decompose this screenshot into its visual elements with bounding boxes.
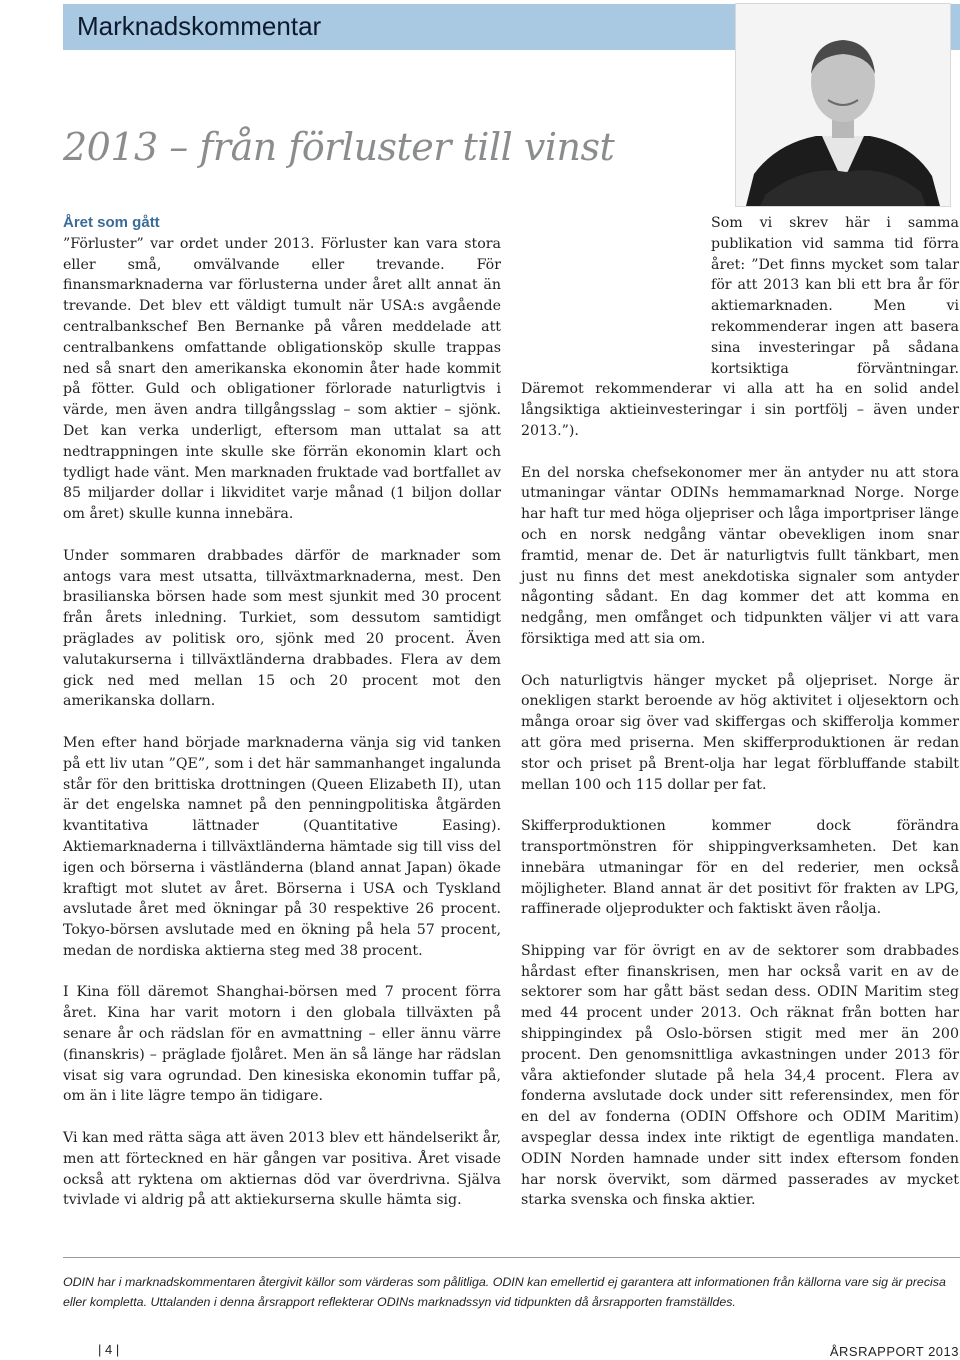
paragraph: Skifferproduktionen kommer dock förändra transportmönstren för shippingverksamheten. Det kan innebära utmaningar för en del rederier, men också möjligheter. Bland annat är det positivt för frakten av LPG, raffinerade oljeprodukter och faktiskt även råolja. xyxy=(521,818,959,918)
article-title: 2013 – från förluster till vinst xyxy=(63,125,615,169)
paragraph: I Kina föll däremot Shanghai-börsen med 7 procent förra året. Kina har varit motorn i den globala tillväxten på senare år och rädslan för en avmattning – eller ännu värre (finanskris) – präglade fjolåret. Men än så länge har rädslan visat sig vara ogrundad. Den kinesiska ekonomin tuffar på, om än i lite lägre tempo än tidigare. xyxy=(63,984,501,1105)
paragraph: Shipping var för övrigt en av de sektorer som drabbades hårdast efter finanskrisen, men har också varit en av de sektorer som har gått bäst sedan dess. ODIN Maritim steg med 44 procent under 2013. Och räknat från botten har shippingindex på Oslo-börsen stigit med mer än 200 procent. Den genomsnittliga avkastningen under 2013 för våra aktiefonder slutade på hela 34,4 procent. Flera av fonderna avslutade dock under sitt referensindex, men för en del av fonderna (ODIN Offshore och ODIM Maritim) avspeglar dessa index inte riktigt de egentliga mandaten. ODIN Norden hamnade under sitt index eftersom fonden har norsk övervikt, som därmed passerades av mycket starka svenska och finska aktier. xyxy=(521,942,959,1209)
paragraph xyxy=(521,213,959,442)
footer-divider xyxy=(63,1257,960,1258)
left-column xyxy=(63,213,501,1211)
paragraph: Vi kan med rätta säga att även 2013 blev ett händelserikt år, men att förteckned en här gången var positiva. Året visade också att ryktena om aktiernas död var överdrivna. Själva tvivlade vi aldrig på att aktiekurserna skulle hämta sig. xyxy=(63,1130,501,1209)
disclaimer: ODIN har i marknadskommentaren återgivit källor som värderas som pålitliga. ODIN kan emellertid ej garantera att informationen från källorna vare sig är precisa eller kompletta. Uttalanden i denna årsrapport reflekterar ODINs marknadssyn vid tidpunkten då årsrapporten framställdes. xyxy=(63,1275,946,1309)
page-number: | 4 | xyxy=(98,1342,120,1357)
paragraph: Under sommaren drabbades därför de marknader som antogs vara mest utsatta, tillväxtmarknaderna, mest. Den brasilianska börsen hade som mest sjunkit med 30 procent från årets inledning. Turkiet, som dessutom samtidigt präglades av politisk oro, sjönk med 20 procent. Även valutakurserna i tillväxtländerna drabbades. Flera av dem gick ned med mellan 15 och 20 procent mot den amerikanska dollarn. xyxy=(63,547,501,710)
paragraph: Och naturligtvis hänger mycket på oljepriset. Norge är onekligen starkt beroende av hög aktivitet i oljesektorn och många oroar sig över vad skiffergas och skifferolja kommer att göra med priserna. Men skifferproduktionen är redan stor och priset på Brent-olja har legat förbluffande stabilt mellan 100 och 115 dollar per fat. xyxy=(521,672,959,793)
portrait-image xyxy=(736,4,950,206)
paragraph: En del norska chefsekonomer mer än antyder nu att stora utmaningar väntar ODINs hemmamarknad Norge. Norge har haft tur med höga oljepriser och låga importpriser länge och en norsk nedgång väntar obevekligen inom snar framtid, menar de. Det är naturligtvis fullt tänkbart, men just nu finns det mest anekdotiska signaler som antyder någonting sådant. En dag kommer det att komma en nedgång, men omfånget och tidpunkten väljer vi att vara försiktiga med att sia om. xyxy=(521,464,959,647)
quote-paragraph: Som vi skrev här i samma publikation vid samma tid förra året: ”Det finns mycket som talar för att 2013 kan bli ett bra år för aktiemarknaden. Men vi rekommenderar ingen att basera sina investeringar på sådana kortsiktiga förväntningar. Däremot rekommenderar vi alla att ha en solid andel långsiktiga aktieinvesteringar i sin portfölj – även under 2013.”). xyxy=(521,215,959,439)
paragraph: Men efter hand började marknaderna vänja sig vid tanken på ett liv utan ”QE”, som i det här sammanhanget ingalunda står för den brittiska drottningen (Queen Elizabeth II), utan är det engelska namnet på den penningpolitiska åtgärden kvantitativa lättnader (Quantitative Easing). Aktiemarknaderna i tillväxtländerna hämtade sig till viss del igen och börserna i västländerna (bland annat Japan) ökade kraftigt mot slutet av året. Börserna i USA och Tyskland avslutade året med ökningar på 30 respektive 26 procent. Tokyo-börsen avslutade med en ökning på hela 57 procent, medan de nordiska aktierna steg med 38 procent. xyxy=(63,734,501,959)
text-wrap-spacer xyxy=(521,213,711,359)
right-column xyxy=(521,213,959,1211)
article-subheading: Året som gått xyxy=(63,214,160,231)
paragraph: ”Förluster” var ordet under 2013. Förluster kan vara stora eller små, omvälvande eller trevande. För finansmarknaderna var förlusterna under året allt annat än trevande. Det blev ett väldigt tumult när USA:s avgående centralbankschef Ben Bernanke på våren meddelade att centralbankens omfattande obligationsköp skulle trappas ned så snart den amerikanska ekonomin åter hade kommit på fötter. Guld och obligationer förlorade naturligtvis i värde, men även andra tillgångsslag – som aktier – sjönk. Det kan verka underligt, eftersom man uttalat sa att nedtrappningen inte skulle ske förrän ekonomin klart och tydligt hade vänt. Men marknaden fruktade vad bortfallet av 85 miljarder dollar i likviditet varje månad (1 biljon dollar om året) skulle kunna innebära. xyxy=(63,235,501,523)
report-name: ÅRSRAPPORT 2013 xyxy=(829,1344,959,1359)
section-title: Marknadskommentar xyxy=(77,11,322,41)
portrait-photo xyxy=(735,3,951,207)
